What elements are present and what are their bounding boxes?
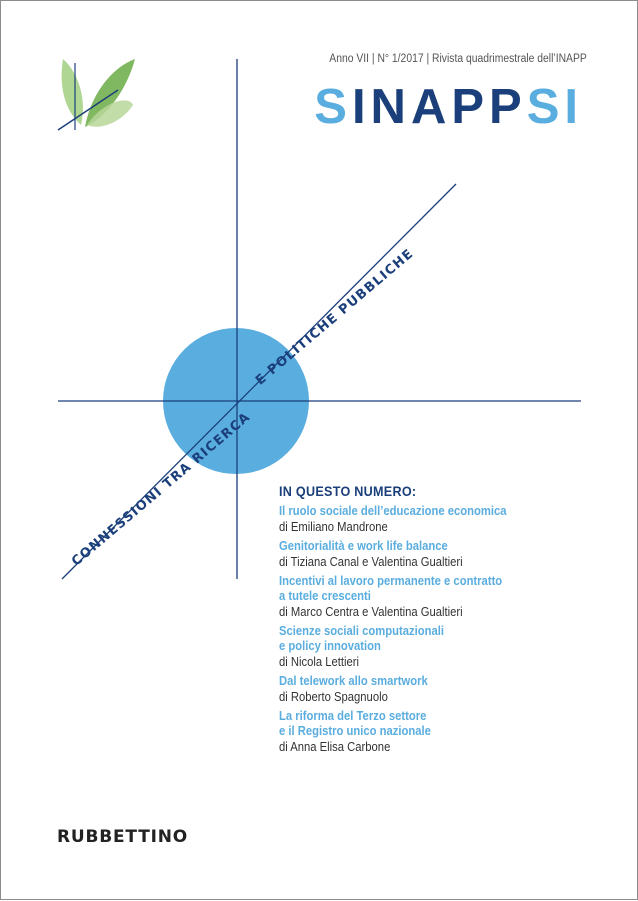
article-title-continued: a tutele crescenti (279, 589, 371, 603)
article-title: Incentivi al lavoro permanente e contratto (279, 574, 503, 588)
toc-item (279, 709, 549, 755)
article-title: Il ruolo sociale dell’educazione economica (279, 504, 507, 518)
article-author: di Anna Elisa Carbone (279, 740, 391, 754)
article-author: di Tiziana Canal e Valentina Gualtieri (279, 555, 463, 569)
toc-item (279, 674, 549, 705)
title-part-3: SI (526, 80, 583, 134)
article-author: di Emiliano Mandrone (279, 520, 388, 534)
issue-info: Anno VII | N° 1/2017 | Rivista quadrimestrale dell’INAPP (329, 53, 587, 65)
cover-text-line-1: CONNESSIONI TRA RICERCA (69, 409, 254, 570)
article-title: Genitorialità e work life balance (279, 539, 448, 553)
toc-item (279, 624, 549, 670)
cover-artwork (1, 1, 638, 901)
article-title-continued: e policy innovation (279, 639, 381, 653)
toc-item (279, 539, 549, 570)
publisher-logo: RUBBETTINO (57, 827, 189, 847)
title-part-2: INAPP (351, 80, 527, 134)
toc-item (279, 574, 549, 620)
article-title: La riforma del Terzo settore (279, 709, 427, 723)
table-of-contents (279, 483, 549, 759)
article-author: di Marco Centra e Valentina Gualtieri (279, 605, 463, 619)
title-part-1: S (314, 80, 352, 134)
article-author: di Roberto Spagnuolo (279, 690, 388, 704)
article-title: Dal telework allo smartwork (279, 674, 428, 688)
article-title: Scienze sociali computazionali (279, 624, 445, 638)
article-title-continued: e il Registro unico nazionale (279, 724, 431, 738)
journal-title (314, 80, 583, 134)
article-author: di Nicola Lettieri (279, 655, 360, 669)
toc-item (279, 504, 549, 535)
toc-heading: IN QUESTO NUMERO: (279, 483, 417, 499)
leaf-logo-icon (58, 59, 135, 130)
cover-text-line-2: E POLITICHE PUBBLICHE (253, 246, 417, 389)
